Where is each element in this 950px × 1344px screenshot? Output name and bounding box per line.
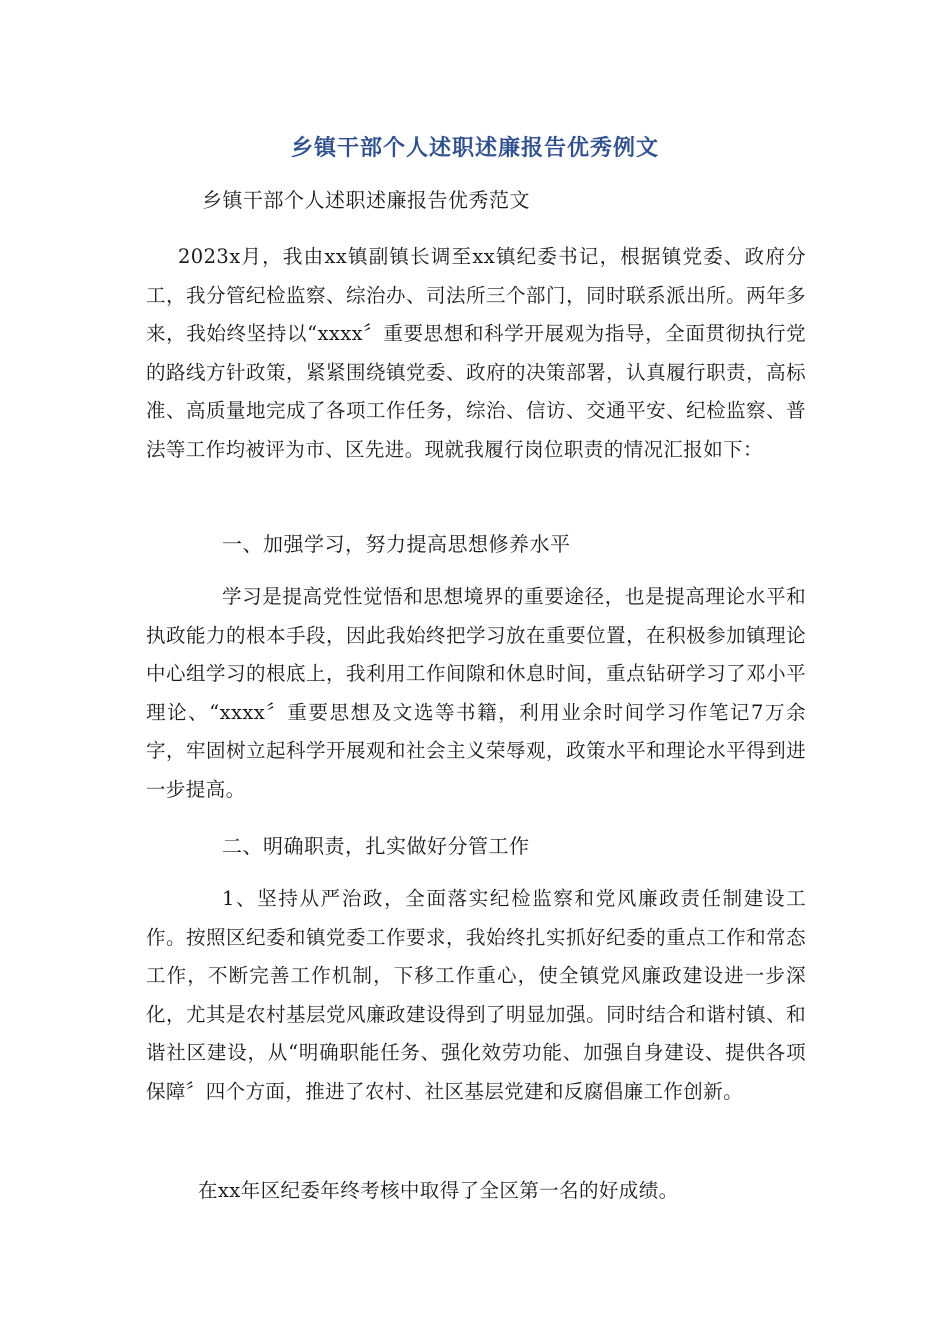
section-2-heading: 二、明确职责，扎实做好分管工作: [222, 834, 530, 858]
section-2-item-1-paragraph: 1、坚持从严治政，全面落实纪检监察和党风廉政责任制建设工作。按照区纪委和镇党委工作要求，我始终扎实抓好纪委的重点工作和常态工作，不断完善工作机制，下移工作重心，使全镇党风廉政建设进一步深化，尤其是农村基层党风廉政建设得到了明显加强。同时结合和谐村镇、和谐社区建设，从“明确职能任务、强化效劳功能、加强自身建设、提供各项保障〞四个方面，推进了农村、社区基层党建和反腐倡廉工作创新。: [146, 887, 806, 1103]
section-1-heading: 一、加强学习，努力提高思想修养水平: [222, 532, 571, 556]
intro-paragraph: 2023x月，我由xx镇副镇长调至xx镇纪委书记，根据镇党委、政府分工，我分管纪检监察、综治办、司法所三个部门，同时联系派出所。两年多来，我始终坚持以“xxxx〞重要思想和科学开展观为指导，全面贯彻执行党的路线方针政策，紧紧围绕镇党委、政府的决策部署，认真履行职责，高标准、高质量地完成了各项工作任务，综治、信访、交通平安、纪检监察、普法等工作均被评为市、区先进。现就我履行岗位职责的情况汇报如下：: [146, 245, 806, 461]
document-subtitle: 乡镇干部个人述职述廉报告优秀范文: [202, 188, 530, 212]
document-title: 乡镇干部个人述职述廉报告优秀例文: [290, 136, 659, 161]
section-1-paragraph: 学习是提高党性觉悟和思想境界的重要途径，也是提高理论水平和执政能力的根本手段，因此我始终把学习放在重要位置，在积极参加镇理论中心组学习的根底上，我利用工作间隙和休息时间，重点钻研学习了邓小平理论、“xxxx〞重要思想及文选等书籍，利用业余时间学习作笔记7万余字，牢固树立起科学开展观和社会主义荣辱观，政策水平和理论水平得到进一步提高。: [146, 585, 806, 801]
section-2-note-paragraph: 在xx年区纪委年终考核中取得了全区第一名的好成绩。: [198, 1179, 679, 1202]
